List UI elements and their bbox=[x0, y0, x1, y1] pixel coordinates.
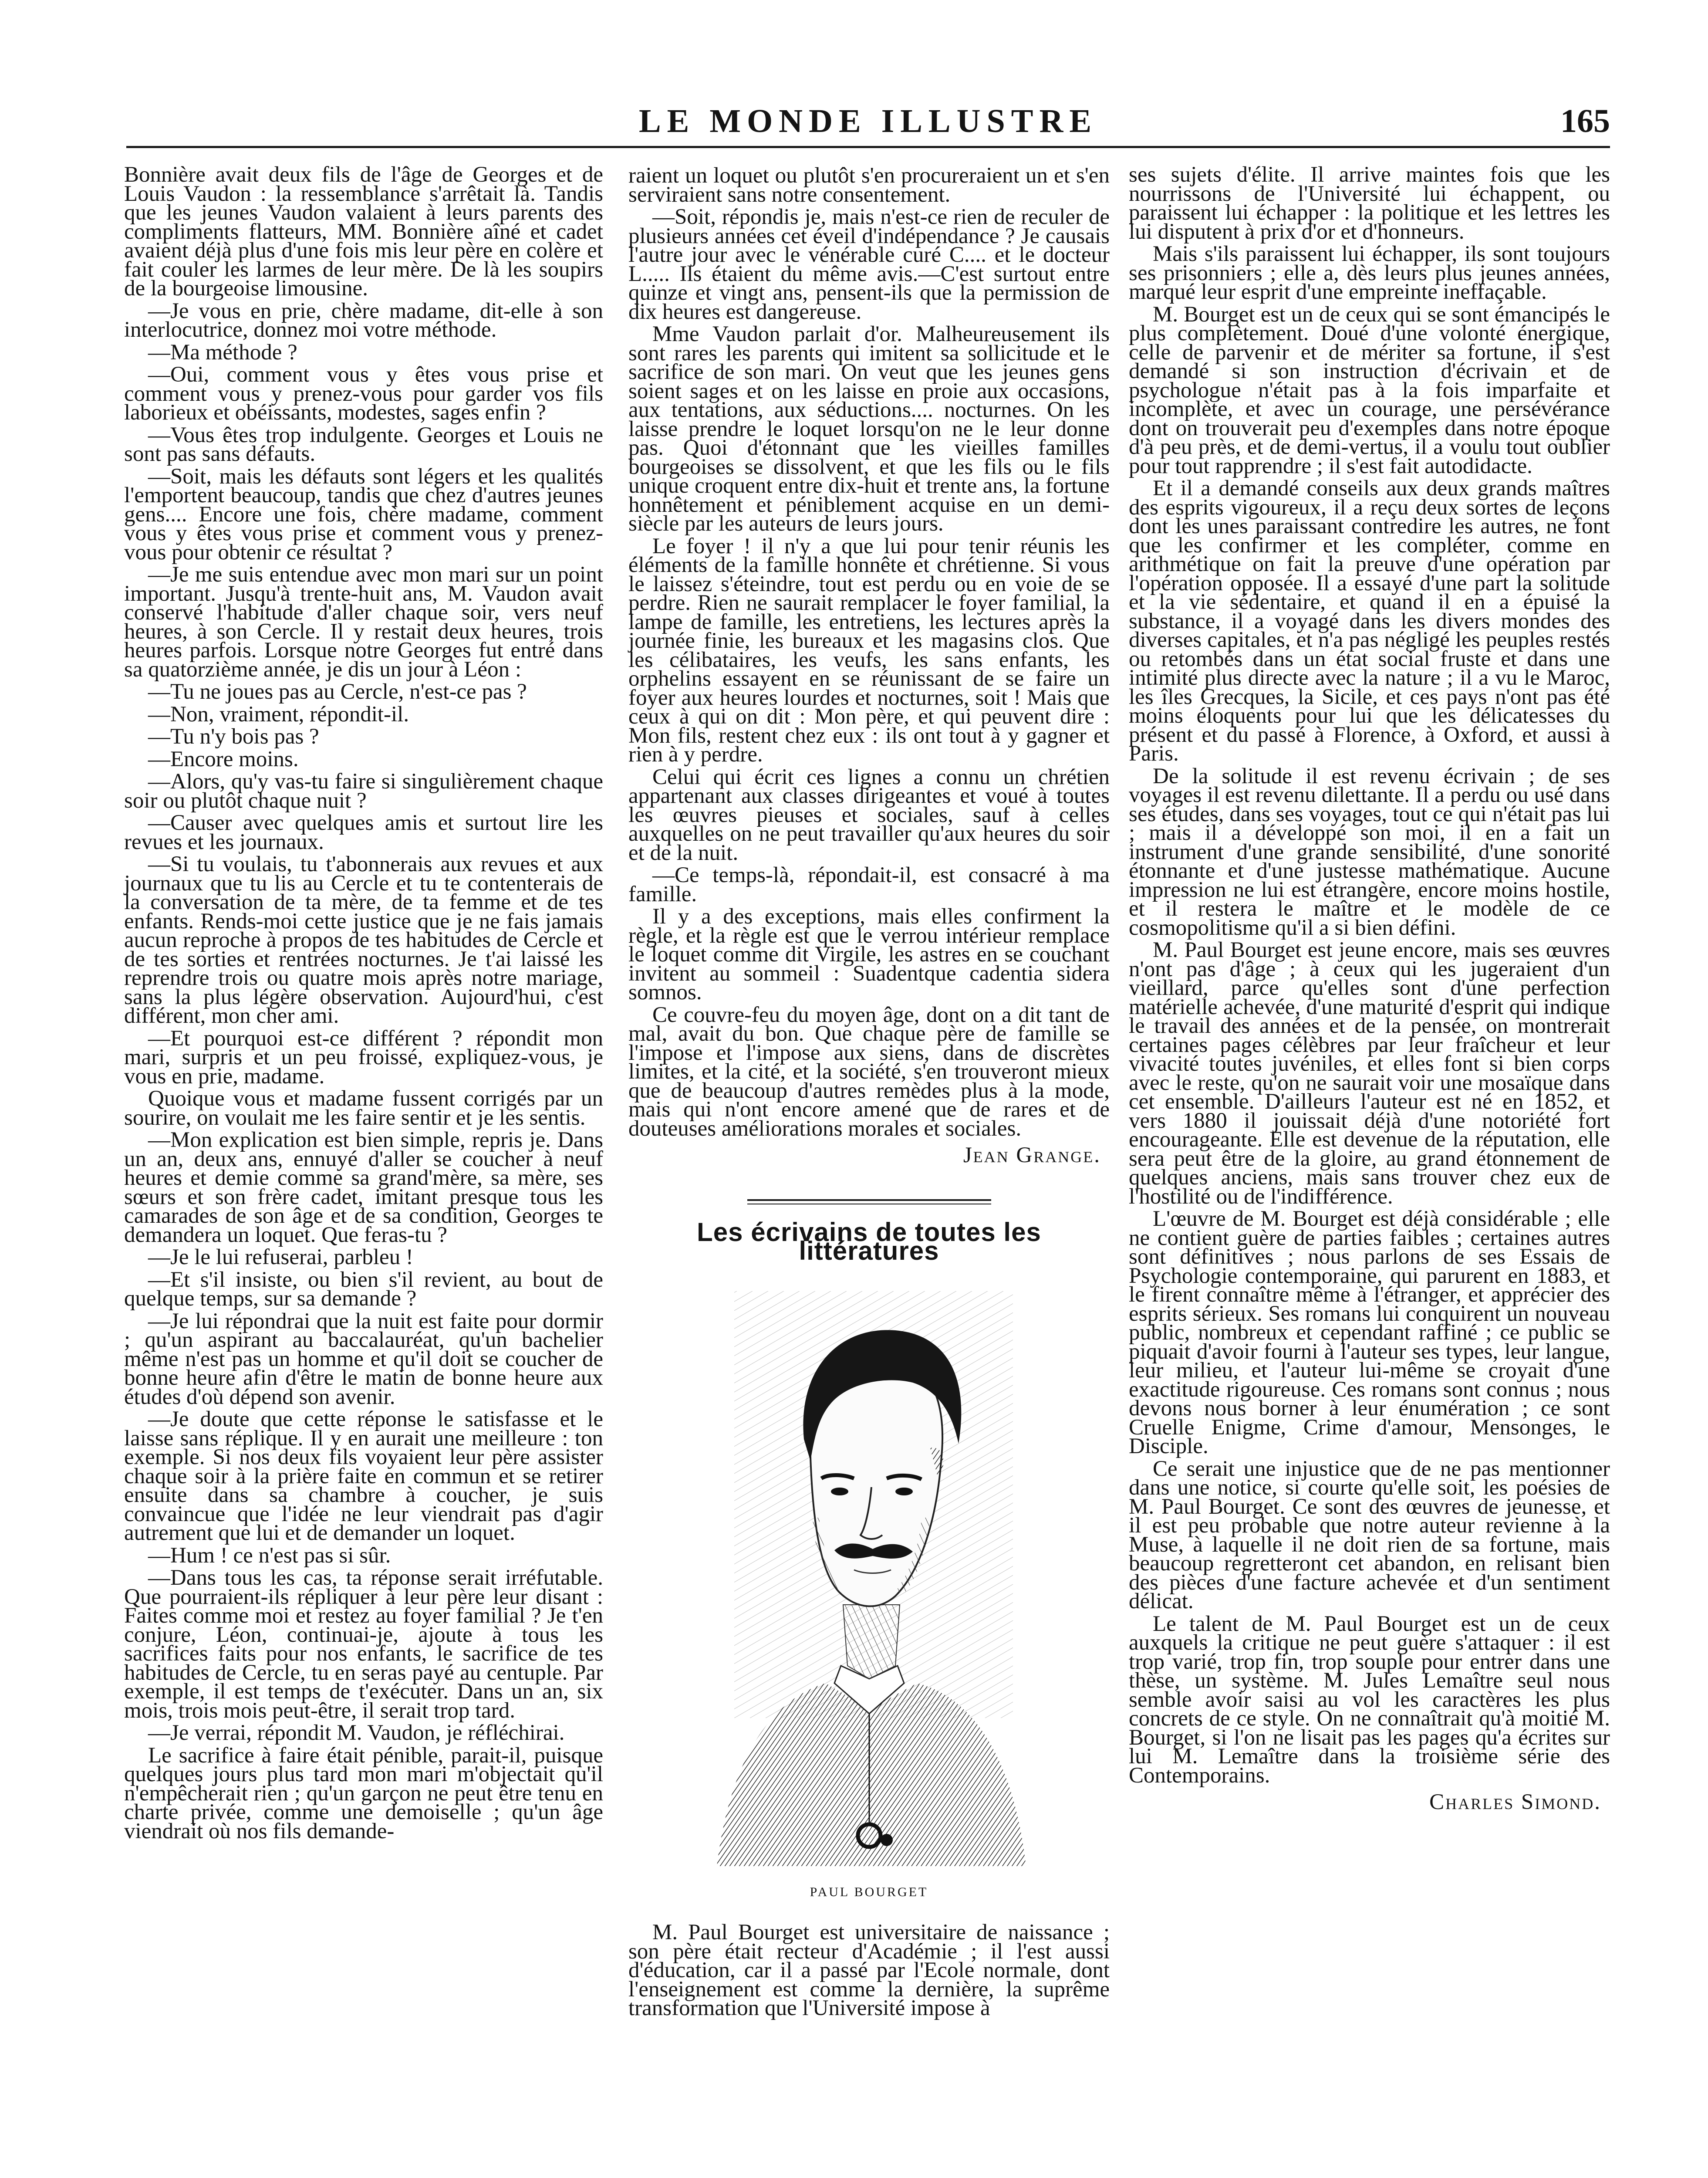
column-1 bbox=[124, 162, 603, 1844]
paragraph: —Ce temps-là, répondait-il, est consacré à ma famille. bbox=[628, 863, 1110, 906]
column-3 bbox=[1129, 162, 1610, 1814]
paragraph: Ce serait une injustice que de ne pas mentionner dans une notice, si courte qu'elle soit, les poésies de M. Paul Bourget. Ce sont des œuvres de jeunesse, et il est peu probable que notre auteur revienne à la Muse, à laquelle il ne doit rien de sa fortune, mais beaucoup regretteront cet abandon, en relisant bien des pièces d'une facture achevée et d'un sentiment délicat. bbox=[1129, 1456, 1610, 1613]
portrait-caption: PAUL BOURGET bbox=[810, 1884, 928, 1899]
paragraph: —Oui, comment vous y êtes vous prise et comment vous y prenez-vous pour garder vos fils laborieux et obéissants, modestes, sages enfin ? bbox=[124, 362, 603, 425]
paragraph: Mais s'ils paraissent lui échapper, ils sont toujours ses prisonniers ; elle a, dès leurs plus jeunes années, marqué leur esprit d'une empreinte ineffaçable. bbox=[1129, 242, 1610, 304]
paragraph: M. Paul Bourget est universitaire de naissance ; son père était recteur d'Académie ; il l'est aussi d'éducation, car il a passé par l'Ecole normale, dont l'enseignement est comme la dernière, la suprême transformation que l'Université impose à bbox=[628, 1920, 1110, 2020]
paragraph: ses sujets d'élite. Il arrive maintes fois que les nourrissons de l'Université lui échappent, ou paraissent lui échapper : la politique et les lettres les lui disputent à prix d'or et d'honneurs. bbox=[1129, 162, 1610, 244]
paragraph: Le sacrifice à faire était pénible, parait-il, puisque quelques jours plus tard mon mari m'objectait qu'il n'empêcherait rien ; qu'un garçon ne peut être tenu en charte privée, comme une demoiselle ; qu'un âge viendrait où nos fils demande- bbox=[124, 1743, 603, 1843]
paragraph: —Je lui répondrai que la nuit est faite pour dormir ; qu'un aspirant au baccalauréat, qu'un bachelier même n'est pas un homme et qu'il doit se coucher de bonne heure afin d'être le matin de bonne heure aux études d'où dépend son avenir. bbox=[124, 1309, 603, 1409]
paragraph: Il y a des exceptions, mais elles confirment la règle, et la règle est que le verrou intérieur remplace le loquet comme dit Virgile, les astres en se couchant invitent au sommeil : Suadentque cadentia sidera somnos. bbox=[628, 904, 1110, 1004]
paragraph: Le foyer ! il n'y a que lui pour tenir réunis les éléments de la famille honnête et chrétienne. Si vous le laissez s'éteindre, tout est perdu ou en voie de se perdre. Rien ne saurait remplacer le foyer familial, la lampe de famille, les entretiens, les lectures après la journée finie, les bureaux et les magasins clos. Que les célibataires, les veufs, les sans enfants, les orphelins essayent en se réunissant de se faire un foyer aux heures lourdes et nocturnes, soit ! Mais que ceux à qui on dit : Mon père, et qui peuvent dire : Mon fils, restent chez eux : ils ont tout à y gagner et rien à y perdre. bbox=[628, 534, 1110, 767]
paragraph: —Je verrai, répondit M. Vaudon, je réfléchirai. bbox=[148, 1721, 565, 1745]
paragraph: Ce couvre-feu du moyen âge, dont on a dit tant de mal, avait du bon. Que chaque père de famille se l'impose et l'impose aux siens, dans de discrètes limites, et la cité, et la société, s'en trouveront mieux que de beaucoup d'autres remèdes plus à la mode, mais qui n'ont encore amené que de rares et de douteuses améliorations morales et sociales. bbox=[628, 1002, 1110, 1141]
page-number: 165 bbox=[1560, 103, 1610, 139]
paragraph: M. Bourget est un de ceux qui se sont émancipés le plus complètement. Doué d'une volonté énergique, celle de parvenir et de mériter sa fortune, il s'est demandé si son instruction d'écrivain et de psychologue n'était pas à la fois imparfaite et incomplète, et avec un courage, une persévérance dont on trouverait peu d'exemples dans notre époque d'à peu près, et de demi-vertus, il a voulu tout oublier pour tout rapprendre ; il s'est fait autodidacte. bbox=[1129, 302, 1610, 478]
section-separator bbox=[747, 1199, 991, 1204]
paragraph: M. Paul Bourget est jeune encore, mais ses œuvres n'ont pas d'âge ; à ceux qui les jugeraient d'un vieillard, parce qu'elles sont d'une perfection matérielle achevée, d'une maturité d'esprit qui indique le travail des années et de la pensée, on montrerait certaines pages célèbres par leur fraîcheur et leur vivacité toutes juvéniles, et elles font si bien corps avec le reste, qu'on ne saurait voir une mosaïque dans cet ensemble. D'ailleurs l'auteur est né en 1852, et vers 1880 il jouissait déjà d'une notoriété fort encourageante. Elle est devenue de la réputation, elle sera peut être de la gloire, au grand étonnement de quelques anciens, mais sans trouver chez eux de l'hostilité ou de l'indifférence. bbox=[1129, 938, 1610, 1209]
paragraph: —Encore moins. bbox=[148, 747, 299, 771]
paragraph: —Tu n'y bois pas ? bbox=[148, 724, 319, 749]
paragraph: L'œuvre de M. Bourget est déjà considérable ; elle ne contient guère de parties faibles ; certaines autres sont définitives ; nous parlons de ses Essais de Psychologie contemporaine, qui parurent en 1883, et le firent connaître même à l'étranger, et apprécier des esprits sérieux. Ses romans lui conquirent un nouveau public, nombreux et cependant raffiné ; ce public se piquait d'avoir fourni à l'auteur ses types, leur langue, leur milieu, et l'auteur lui-même se croyait d'une exactitude rigoureuse. Ces romans sont connus ; nous devons nous borner à leur énumération ; ce sont Cruelle Enigme, Crime d'amour, Mensonges, le Disciple. bbox=[1129, 1207, 1610, 1458]
masthead bbox=[126, 94, 1610, 155]
masthead-rule bbox=[126, 146, 1610, 148]
paragraph: Quoique vous et madame fussent corrigés par un sourire, on voulait me les faire sentir et je les sentis. bbox=[124, 1086, 603, 1130]
paragraph: Et il a demandé conseils aux deux grands maîtres des esprits vigoureux, il a reçu deux sortes de leçons dont les unes paraissant contredire les autres, ne font que les confirmer et les compléter, comme en arithmétique on fait la preuve d'une opération par l'opération opposée. Il a essayé d'une part la solitude et la vie sédentaire, et quand il en a épuisé la substance, il a voyagé dans les divers mondes des diverses capitales, et n'a pas négligé les peuples restés ou retombés dans un état social fruste et dans une intimité plus directe avec la nature ; il a vu le Maroc, les îles Grecques, la Sicile, et ces pays n'ont pas été moins éloquents pour lui que les délicatesses du présent et du passé à Florence, à Oxford, et aussi à Paris. bbox=[1129, 476, 1610, 766]
section-title: Les écrivains de toutes les littératures bbox=[697, 1217, 1041, 1265]
column-2 bbox=[628, 163, 1110, 2022]
paragraph: —Je me suis entendue avec mon mari sur un point important. Jusqu'à trente-huit ans, M. Vaudon avait conservé l'habitude d'aller chaque soir, vers neuf heures, à son Cercle. Il y restait deux heures, trois heures parfois. Lorsque notre Georges fut entré dans sa quatorzième année, je dis un jour à Léon : bbox=[124, 562, 603, 682]
paragraph: —Soit, mais les défauts sont légers et les qualités l'emportent beaucoup, tandis que chez d'autres jeunes gens.... Encore une fois, chère madame, comment vous y êtes vous prise et comment vous y prenez-vous pour obtenir ce résultat ? bbox=[124, 464, 603, 565]
paragraph: —Ma méthode ? bbox=[148, 340, 297, 365]
paragraph: Mme Vaudon parlait d'or. Malheureusement ils sont rares les parents qui imitent sa sollicitude et le sacrifice de son mari. On veut que les jeunes gens soient sages et on les laisse en proie aux occasions, aux tentations, aux séductions.... nocturnes. On les laisse prendre le loquet lorsqu'on ne le leur donne pas. Quoi d'étonnant que les vieilles familles bourgeoises se dissolvent, et que les fils ou le fils unique croquent entre dix-huit et trente ans, la fortune honnêtement et péniblement acquise en un demi-siècle par les auteurs de leurs jours. bbox=[628, 322, 1110, 536]
paragraph: —Mon explication est bien simple, repris je. Dans un an, deux ans, ennuyé d'aller se coucher à neuf heures et demie comme sa grand'mère, sa mère, ses sœurs et son frère cadet, imitant presque tous les camarades de son âge et de sa condition, Georges te demandera un loquet. Que feras-tu ? bbox=[124, 1128, 603, 1247]
paragraph: —Et s'il insiste, ou bien s'il revient, au bout de quelque temps, sur sa demande ? bbox=[124, 1267, 603, 1311]
paragraph: —Je le lui refuserai, parbleu ! bbox=[148, 1245, 413, 1269]
paragraph: —Je vous en prie, chère madame, dit-elle à son interlocutrice, donnez moi votre méthode. bbox=[124, 298, 603, 342]
paragraph: raient un loquet ou plutôt s'en procureraient un et s'en serviraient sans notre consentement. bbox=[628, 163, 1110, 207]
paragraph: —Soit, répondis je, mais n'est-ce rien de reculer de plusieurs années cet éveil d'indépendance ? Je causais l'autre jour avec le vénérable curé C.... et le docteur L..... Ils étaient du même avis.—C'est surtout entre quinze et vingt ans, pensent-ils que la permission de dix heures est dangereuse. bbox=[628, 205, 1110, 324]
paragraph: —Et pourquoi est-ce différent ? répondit mon mari, surpris et un peu froissé, expliquez-vous, je vous en prie, madame. bbox=[124, 1026, 603, 1089]
paragraph: —Vous êtes trop indulgente. Georges et Louis ne sont pas sans défauts. bbox=[124, 423, 603, 466]
paragraph: Celui qui écrit ces lignes a connu un chrétien appartenant aux classes dirigeantes et voué à toutes les œuvres pieuses et sociales, sauf à celles auxquelles on ne peut travailler qu'aux heures du soir et de la nuit. bbox=[628, 764, 1110, 865]
paragraph: —Hum ! ce n'est pas si sûr. bbox=[148, 1543, 391, 1568]
signature-charles-simond: Charles Simond. bbox=[1429, 1790, 1601, 1814]
paragraph: —Tu ne joues pas au Cercle, n'est-ce pas ? bbox=[148, 680, 527, 704]
newspaper-title: LE MONDE ILLUSTRE bbox=[638, 103, 1098, 139]
paragraph: De la solitude il est revenu écrivain ; de ses voyages il est revenu dilettante. Il a perdu ou usé dans ses études, dans ses voyages, tout ce qui n'était pas lui ; mais il a développé son moi, il en a fait un instrument d'une grande sensibilité, d'une sonorité étonnante et d'une justesse mathématique. Aucune impression ne lui est étrangère, encore moins hostile, et il restera le maître et le modèle de ce cosmopolitisme qu'il a si bien défini. bbox=[1129, 764, 1610, 940]
paragraph: Le talent de M. Paul Bourget est un de ceux auxquels la critique ne peut guère s'attaquer : il est trop varié, trop fin, trop souple pour entrer dans une thèse, un système. M. Jules Lemaître seul nous semble avoir saisi au vol les caractères les plus concrets de ce style. On ne connaîtrait qu'à moitié M. Bourget, si l'on ne lisait pas les pages qu'a écrites sur lui M. Lemaître dans la troisième série des Contemporains. bbox=[1129, 1611, 1610, 1788]
paragraph: —Causer avec quelques amis et surtout lire les revues et les journaux. bbox=[124, 811, 603, 854]
paragraph: —Non, vraiment, répondit-il. bbox=[148, 702, 409, 727]
paragraph: —Dans tous les cas, ta réponse serait irréfutable. Que pourraient-ils répliquer à leur père leur disant : Faites comme moi et restez au foyer familial ? Je t'en conjure, Léon, continuai-je, ajoute à tous les sacrifices faits pour nos enfants, le sacrifice de tes habitudes de Cercle, tu en seras payé au centuple. Par exemple, il est temps de t'exécuter. Dans un an, six mois, trois mois peut-être, il serait trop tard. bbox=[124, 1566, 603, 1723]
signature-jean-grange: Jean Grange. bbox=[963, 1143, 1101, 1167]
paragraph: —Si tu voulais, tu t'abonnerais aux revues et aux journaux que tu lis au Cercle et tu te contenterais de la conversation de ta mère, de ta femme et de tes enfants. Rends-moi cette justice que je ne fais jamais aucun reproche à propos de tes habitudes de Cercle et de tes sorties et rentrées nocturnes. Je t'ai laissé les reprendre trois ou quatre mois après notre mariage, sans la plus légère observation. Aujourd'hui, c'est différent, mon cher ami. bbox=[124, 852, 603, 1028]
portrait-engraving bbox=[704, 1274, 1035, 1875]
paragraph: —Je doute que cette réponse le satisfasse et le laisse sans réplique. Il y en aurait une meilleure : ton exemple. Si nos deux fils voyaient leur père assister chaque soir à la prière faite en commun et se retirer ensuite dans sa chambre à coucher, je suis convaincue que l'idée ne leur viendrait pas d'agir autrement que lui et de demander un loquet. bbox=[124, 1407, 603, 1545]
paragraph: Bonnière avait deux fils de l'âge de Georges et de Louis Vaudon : la ressemblance s'arrêtait là. Tandis que les jeunes Vaudon valaient à leurs parents des compliments flatteurs, MM. Bonnière aîné et cadet avaient déjà plus d'une fois mis leur père en colère et fait couler les larmes de leur mère. De là les soupirs de la bourgeoise limousine. bbox=[124, 162, 603, 301]
paragraph: —Alors, qu'y vas-tu faire si singulièrement chaque soir ou plutôt chaque nuit ? bbox=[124, 769, 603, 813]
